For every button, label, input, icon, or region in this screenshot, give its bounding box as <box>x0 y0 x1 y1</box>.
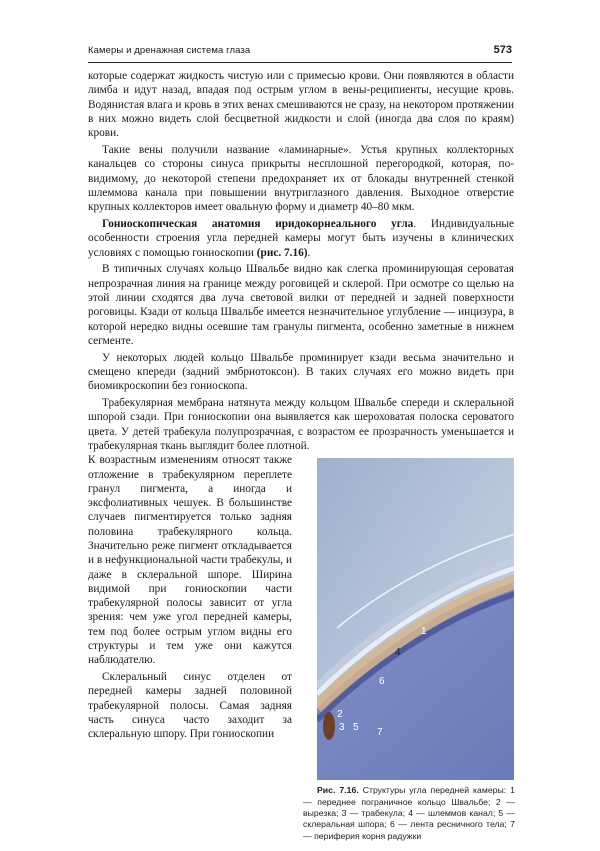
header-divider <box>88 62 512 63</box>
paragraph-embryotoxon: У некоторых людей кольцо Швальбе проминирует кзади весьма значительно и смещено кпереди (задний эмбриотоксон). В таких случаях его можно видеть при биомикроскопии без гониоскопа. <box>88 351 514 393</box>
marker-5: 5 <box>353 722 359 734</box>
figure-label: Рис. 7.16. <box>317 785 359 796</box>
page-number: 573 <box>493 44 512 56</box>
paragraph-laminar-veins: Такие вены получили название «ламинарные». Устья крупных коллекторных канальцев со стороны синуса прикрыты несплошной перегородкой, которая, по-видимому, до некоторой степени предохраняет их от блокады внутренней стенкой шлеммова канала при повышении внутриглазного давления. Выходное отверстие крупных коллекторов имеет овальную форму и диаметр 40–80 мкм. <box>88 143 514 214</box>
gonioscopy-photo <box>303 458 514 780</box>
paragraph-text: . <box>307 246 311 259</box>
paragraph-schwalbe-ring: В типичных случаях кольцо Швальбе видно как слегка проминирующая сероватая непрозрачная линия на границе между роговицей и склерой. При осмотре со щелью на этой линии сходятся два луча световой вилки от передней и задней поверхности роговицы. Кзади от кольца Швальбе имеется незначительное углубление — инцизура, в которой нередко видны осевшие там гранулы пигмента, особенно заметные в нижнем сегменте. <box>88 263 514 347</box>
figure-caption <box>303 785 515 842</box>
marker-1: 1 <box>421 626 427 638</box>
section-heading: Гониоскопическая анатомия иридокорнеального угла <box>102 217 414 230</box>
body-text <box>88 69 514 851</box>
paragraph-text: Трабекулярная мембрана натянута между кольцом Швальбе спереди и склеральной шпорой сзади. При гониоскопии она выявляется как шероховатая полоска сероватого цвета. У детей трабекула полупрозрачная, с возрастом ее прозрачность уменьшается и трабекулярная ткань выглядит более плотной. <box>88 397 514 452</box>
figure <box>301 453 514 851</box>
marker-7: 7 <box>377 727 383 739</box>
figure-reference: (рис. 7.16) <box>256 246 308 259</box>
paragraph-text-wrapped: К возрастным изменениям относят также отложение в трабекулярном переплете гранул пигмента, а иногда и эксфолиативных чешуек. В большинстве случаев пигментируется только задняя половина трабекулярного кольца. Значительно реже пигмент откладывается и в нефункциональной части трабекулы, и даже в склеральной шпоре. Ширина видимой при гониоскопии части трабекулярной полосы зависит от угла зрения: чем уже угол передней камеры, тем под более острым углом видны его структуры и тем уже они кажутся наблюдателю. <box>88 454 292 667</box>
figure-caption-text: Структуры угла передней камеры: 1 — переднее пограничное кольцо Швальбе; 2 — вырезка; 3 — трабекула; 4 — шлеммов канал; 5 — склеральная шпора; 6 — лента ресничного тела; 7 — периферия корня радужки <box>303 785 515 841</box>
marker-6: 6 <box>379 676 385 688</box>
running-header <box>88 45 512 61</box>
marker-2: 2 <box>337 709 343 721</box>
marker-4: 4 <box>395 647 401 659</box>
running-title: Камеры и дренажная система глаза <box>88 45 251 56</box>
marker-3: 3 <box>339 722 345 734</box>
paragraph-text: . Индивидуальные особенности строения угла передней камеры могут быть изучены в клинических условиях с помощью гониоскопии <box>88 217 515 259</box>
paragraph-gonioscopic-anatomy <box>88 217 514 260</box>
paragraph-scleral-sinus: Склеральный синус отделен от передней камеры задней половиной трабекулярной полосы. Самая задняя часть синуса часто заходит за склеральную шпору. При гониоскопии <box>88 671 292 741</box>
paragraph-continued: которые содержат жидкость чистую или с примесью крови. Они появляются в области лимба и идут назад, впадая под острым углом в вены-реципиенты, несущие кровь. Водянистая влага и кровь в этих венах смешиваются не сразу, на некотором протяжении в них можно видеть слой бесцветной жидкости и слой (иногда два слоя по краям) крови. <box>88 70 514 140</box>
